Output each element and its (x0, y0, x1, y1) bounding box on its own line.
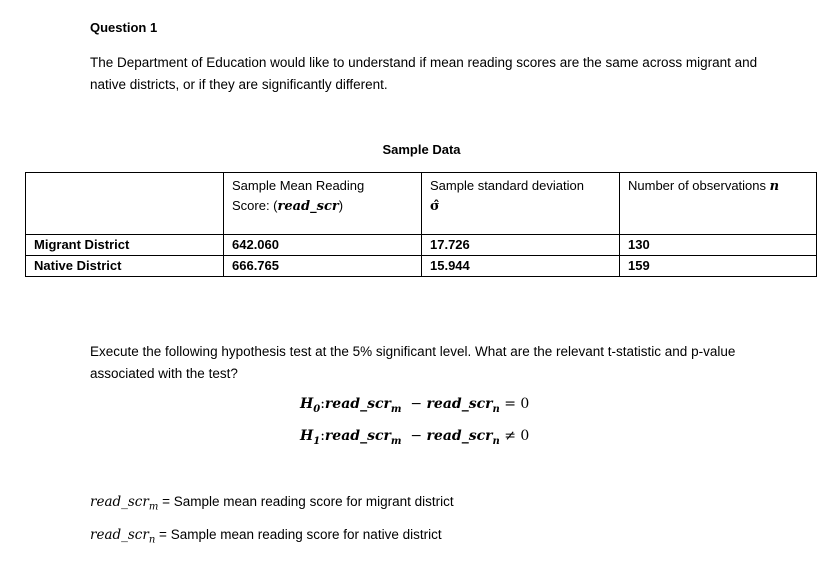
header-empty-cell (26, 173, 224, 235)
h0-colon: : (320, 396, 325, 412)
def-var: read_scr (90, 494, 149, 510)
table-header-row (26, 173, 817, 235)
header-mean-line1: Sample Mean Reading (232, 178, 365, 193)
row-label: Native District (26, 256, 224, 277)
h1-sub: 1 (313, 435, 321, 447)
def-sub: n (148, 534, 156, 546)
h1-var-m: read_scr (324, 428, 391, 444)
def-sub: m (148, 501, 159, 513)
sample-data-table (25, 172, 817, 277)
header-mean-var: read_scr (277, 199, 339, 214)
header-sd (422, 173, 620, 235)
def-text: Sample mean reading score for native district (170, 527, 442, 542)
header-sd-line1: Sample standard deviation (430, 178, 584, 193)
definition-native (90, 527, 442, 546)
h0-var-n: read_scr (426, 396, 493, 412)
h0-sub-n: n (492, 403, 500, 415)
header-n-text: Number of observations (628, 178, 767, 193)
h0-relation: = 0 (504, 396, 530, 412)
alt-hypothesis (300, 428, 529, 447)
def-text: Sample mean reading score for migrant district (173, 494, 454, 509)
row-sd: 15.944 (422, 256, 620, 277)
table-row (26, 235, 817, 256)
h0-minus: − (410, 396, 423, 412)
h0-var-m: read_scr (324, 396, 391, 412)
def-var: read_scr (90, 527, 149, 543)
table-caption: Sample Data (382, 142, 461, 157)
header-n (620, 173, 817, 235)
header-mean (224, 173, 422, 235)
h1-sub-m: m (390, 435, 402, 447)
row-mean: 666.765 (224, 256, 422, 277)
header-n-symbol: n (769, 179, 780, 194)
h0-label: H (300, 396, 314, 412)
question-intro: The Department of Education would like to understand if mean reading scores are the same across migrant and native districts, or if they are significantly different. (90, 55, 758, 92)
task-text: Execute the following hypothesis test at the 5% significant level. What are the relevant t-statistic and p-value associated with the test? (90, 344, 736, 381)
row-label: Migrant District (26, 235, 224, 256)
header-mean-suffix: ) (338, 198, 344, 213)
sigma-hat-symbol: σ̂ (430, 199, 440, 214)
h1-var-n: read_scr (426, 428, 493, 444)
def-eq: = (162, 494, 170, 509)
row-mean: 642.060 (224, 235, 422, 256)
question-title: Question 1 (90, 20, 158, 35)
def-eq: = (159, 527, 167, 542)
row-n: 130 (620, 235, 817, 256)
h0-sub-m: m (390, 403, 402, 415)
h1-label: H (300, 428, 314, 444)
row-sd: 17.726 (422, 235, 620, 256)
h1-minus: − (410, 428, 423, 444)
table-row (26, 256, 817, 277)
row-n: 159 (620, 256, 817, 277)
null-hypothesis (300, 396, 529, 415)
h0-sub: 0 (313, 403, 321, 415)
h1-colon: : (320, 428, 325, 444)
header-mean-prefix: Score: ( (232, 198, 278, 213)
h1-sub-n: n (492, 435, 500, 447)
definition-migrant (90, 494, 454, 513)
h1-relation: ≠ 0 (504, 428, 530, 444)
